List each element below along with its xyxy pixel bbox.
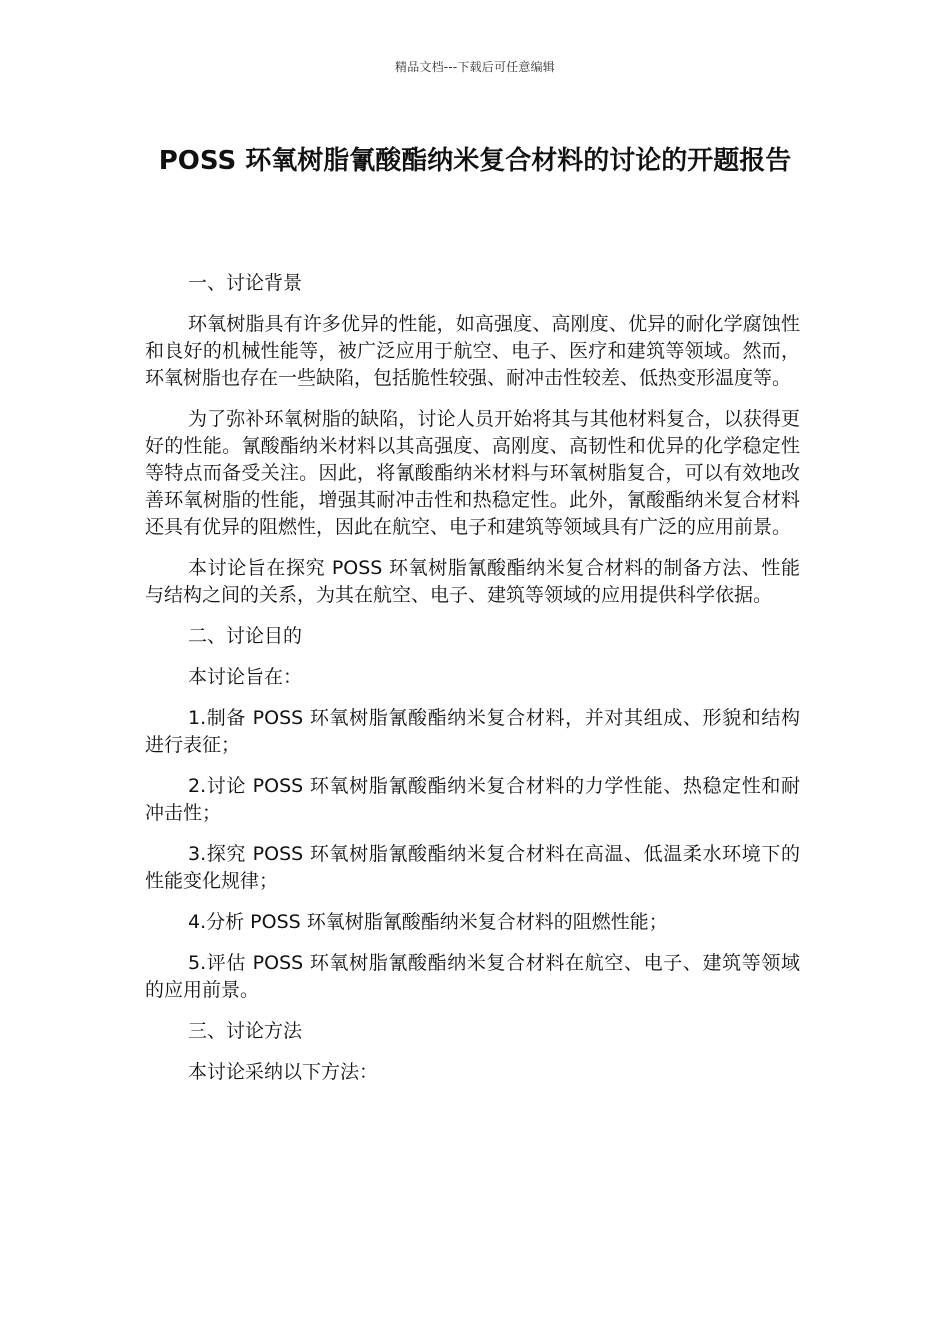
list-item: 4.分析 POSS 环氧树脂氰酸酯纳米复合材料的阻燃性能； bbox=[188, 911, 668, 933]
paragraph: 本讨论旨在： bbox=[188, 666, 303, 688]
section-heading-background: 一、讨论背景 bbox=[188, 272, 303, 294]
paragraph: 本讨论旨在探究 POSS 环氧树脂氰酸酯纳米复合材料的制备方法、性能与结构之间的关系，为其在航空、电子、建筑等领域的应用提供科学依据。 bbox=[145, 557, 800, 606]
document-body bbox=[145, 270, 800, 1100]
section-heading-methods: 三、讨论方法 bbox=[188, 1020, 303, 1042]
list-item: 2.讨论 POSS 环氧树脂氰酸酯纳米复合材料的力学性能、热稳定性和耐冲击性； bbox=[145, 775, 800, 824]
paragraph: 环氧树脂具有许多优异的性能，如高强度、高刚度、优异的耐化学腐蚀性和良好的机械性能等，被广泛应用于航空、电子、医疗和建筑等领域。然而，环氧树脂也存在一些缺陷，包括脆性较强、耐冲击性较差、低热变形温度等。 bbox=[145, 313, 800, 389]
document-title: POSS 环氧树脂氰酸酯纳米复合材料的讨论的开题报告 bbox=[158, 146, 792, 176]
list-item: 5.评估 POSS 环氧树脂氰酸酯纳米复合材料在航空、电子、建筑等领域的应用前景。 bbox=[145, 952, 800, 1001]
list-item: 3.探究 POSS 环氧树脂氰酸酯纳米复合材料在高温、低温柔水环境下的性能变化规律； bbox=[145, 843, 800, 892]
list-item: 1.制备 POSS 环氧树脂氰酸酯纳米复合材料，并对其组成、形貌和结构进行表征； bbox=[145, 707, 800, 756]
section-heading-purpose: 二、讨论目的 bbox=[188, 625, 303, 647]
header-note: 精品文档---下载后可任意编辑 bbox=[395, 60, 555, 74]
paragraph: 本讨论采纳以下方法： bbox=[188, 1061, 379, 1083]
paragraph: 为了弥补环氧树脂的缺陷，讨论人员开始将其与其他材料复合，以获得更好的性能。氰酸酯纳米材料以其高强度、高刚度、高韧性和优异的化学稳定性等特点而备受关注。因此，将氰酸酯纳米材料与环氧树脂复合，可以有效地改善环氧树脂的性能，增强其耐冲击性和热稳定性。此外，氰酸酯纳米复合材料还具有优异的阻燃性，因此在航空、电子和建筑等领域具有广泛的应用前景。 bbox=[145, 408, 800, 538]
